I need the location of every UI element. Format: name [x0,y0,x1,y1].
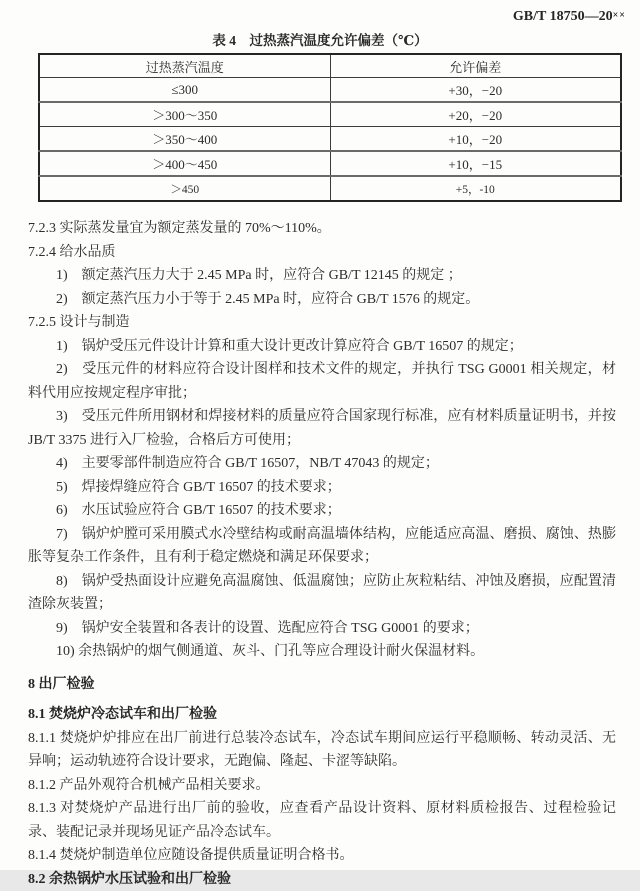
paragraph-item: 3) 受压元件所用钢材和焊接材料的质量应符合国家现行标准，应有材料质量证明书，并按 JB/T 3375 进行入厂检验，合格后方可使用； [28,405,616,452]
column-header-steam-temperature: 过热蒸汽温度 [39,54,330,78]
table-cell: +20，−20 [330,102,621,127]
table-cell: ＞400～450 [39,151,330,176]
paragraph-item: 2) 受压元件的材料应符合设计图样和技术文件的规定，并执行 TSG G0001 相关规定，材料代用应按规定程序审批； [28,358,616,405]
table-row [39,102,621,127]
table-cell: ＞300～350 [39,102,330,127]
table-row [39,151,621,176]
table-cell: +5，-10 [330,176,621,201]
paragraph-item: 2) 额定蒸汽压力小于等于 2.45 MPa 时，应符合 GB/T 1576 的规定。 [28,288,616,312]
paragraph-chapter-heading: 8 出厂检验 [28,673,616,697]
paragraph-clause: 8.1.4 焚烧炉制造单位应随设备提供质量证明合格书。 [28,844,616,868]
table-caption: 表 4 过热蒸汽温度允许偏差（℃） [0,31,640,50]
paragraph-section-heading: 8.2 余热锅炉水压试验和出厂检验 [28,868,616,891]
paragraph-item: 5) 焊接焊缝应符合 GB/T 16507 的技术要求； [28,476,616,500]
paragraph-clause: 8.1.1 焚烧炉炉排应在出厂前进行总装冷态试车，冷态试车期间应运行平稳顺畅、转动灵活、无异响；运动轨迹符合设计要求，无跑偏、隆起、卡涩等缺陷。 [28,727,616,774]
paragraph-item: 10) 余热锅炉的烟气侧通道、灰斗、门孔等应合理设计耐火保温材料。 [28,640,616,664]
table-cell: +10，−20 [330,127,621,152]
table-row [39,176,621,201]
paragraph-item: 4) 主要零部件制造应符合 GB/T 16507，NB/T 47043 的规定； [28,452,616,476]
paragraph-item: 1) 额定蒸汽压力大于 2.45 MPa 时，应符合 GB/T 12145 的规定 ； [28,264,616,288]
document-body [28,217,616,891]
deviation-table-body [39,78,621,202]
paragraph-clause: 8.1.2 产品外观符合机械产品相关要求。 [28,774,616,798]
paragraph-item: 7) 锅炉炉膛可采用膜式水冷壁结构或耐高温墙体结构，应能适应高温、磨损、腐蚀、热膨胀等复杂工作条件，且有利于稳定燃烧和满足环保要求； [28,523,616,570]
standard-code: GB/T 18750—20 [513,9,613,24]
paragraph-item: 9) 锅炉安全装置和各表计的设置、选配应符合 TSG G0001 的要求； [28,617,616,641]
table-cell: ＞450 [39,176,330,201]
table-header-row [39,54,621,78]
table-cell: ≤300 [39,78,330,103]
standard-code-suffix: ×× [613,10,626,21]
table-row [39,127,621,152]
paragraph-item: 8) 锅炉受热面设计应避免高温腐蚀、低温腐蚀；应防止灰粒粘结、冲蚀及磨损，应配置清渣除灰装置； [28,570,616,617]
paragraph-clause: 7.2.5 设计与制造 [28,311,616,335]
paragraph-clause: 7.2.4 给水品质 [28,241,616,265]
standard-code-header [0,0,640,28]
paragraph-item: 6) 水压试验应符合 GB/T 16507 的技术要求； [28,499,616,523]
table-header [39,54,621,78]
steam-temperature-deviation-table [38,53,622,202]
paragraph-section-heading: 8.1 焚烧炉冷态试车和出厂检验 [28,703,616,727]
paragraph-clause: 8.1.3 对焚烧炉产品进行出厂前的验收，应查看产品设计资料、原材料质检报告、过程检验记录、装配记录并现场见证产品冷态试车。 [28,797,616,844]
table-row [39,78,621,103]
column-header-allowed-deviation: 允许偏差 [330,54,621,78]
paragraph-clause: 7.2.3 实际蒸发量宜为额定蒸发量的 70%～110%。 [28,217,616,241]
table-cell: +30，−20 [330,78,621,103]
table-cell: +10，−15 [330,151,621,176]
table-cell: ＞350～400 [39,127,330,152]
paragraph-item: 1) 锅炉受压元件设计计算和重大设计更改计算应符合 GB/T 16507 的规定； [28,335,616,359]
